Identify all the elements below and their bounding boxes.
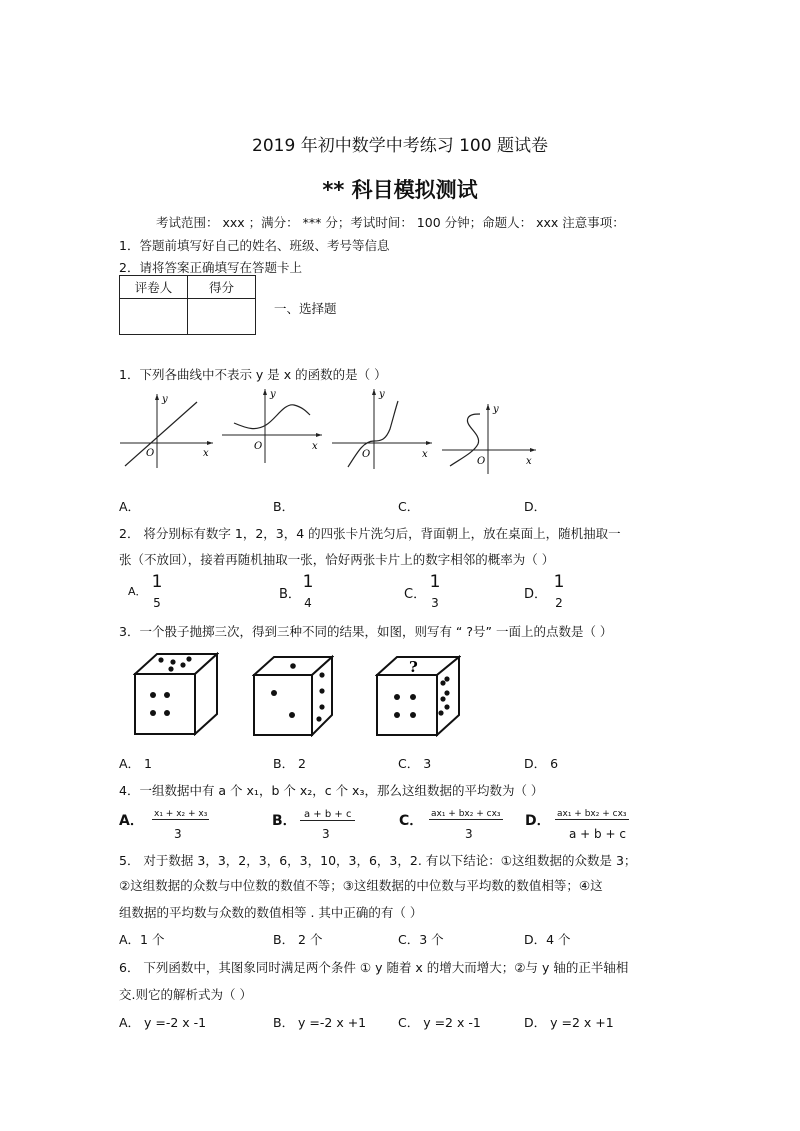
- q3-option-d[interactable]: D． 6: [524, 756, 559, 771]
- q2-option-c-num: 1: [429, 572, 441, 592]
- question-mark: ?: [409, 658, 418, 676]
- q2-option-b-num: 1: [302, 572, 314, 592]
- q4-option-a[interactable]: [119, 805, 219, 845]
- section-title: 一、选择题: [274, 301, 337, 316]
- q2-option-b-den: 4: [304, 596, 312, 610]
- q2-option-c-label: C．: [404, 587, 427, 602]
- q5-option-c[interactable]: C．3 个: [398, 932, 444, 947]
- q2-option-b-label: B．: [279, 587, 301, 602]
- svg-text:x: x: [203, 448, 209, 459]
- q1-stem: 1．下列各曲线中不表示 y 是 x 的函数的是（ ）: [119, 367, 387, 382]
- q1-option-c[interactable]: C．: [398, 499, 420, 514]
- q3-option-b[interactable]: B． 2: [273, 756, 307, 771]
- q2-option-d-label: D．: [524, 587, 548, 602]
- q1-graph-a: [115, 390, 215, 470]
- q4-option-b-num: a + b + c: [300, 809, 355, 821]
- score-header: 得分: [188, 276, 256, 299]
- q5-option-a[interactable]: A．1 个: [119, 932, 165, 947]
- q2-option-a-label: A．: [128, 585, 147, 598]
- score-table: [119, 275, 256, 335]
- q1-graph-d: [440, 400, 540, 475]
- q6-option-c[interactable]: C． y =2 x -1: [398, 1015, 481, 1030]
- q3-die-1: [133, 650, 219, 736]
- q6-option-b[interactable]: B． y =-2 x +1: [273, 1015, 367, 1030]
- score-cell[interactable]: [188, 299, 256, 335]
- q4-option-d-label: D．: [525, 813, 551, 829]
- svg-text:x: x: [526, 456, 532, 467]
- q3-option-a[interactable]: A． 1: [119, 756, 152, 771]
- q4-option-b-label: B．: [272, 813, 297, 829]
- q6-option-d[interactable]: D． y =2 x +1: [524, 1015, 614, 1030]
- q4-option-c[interactable]: [399, 805, 519, 845]
- q3-die-2: [252, 653, 334, 737]
- svg-text:O: O: [477, 456, 486, 467]
- q4-option-c-label: C．: [399, 813, 424, 829]
- q2-option-b[interactable]: [279, 573, 339, 618]
- q6-line1: 6． 下列函数中，其图象同时满足两个条件 ① y 随着 x 的增大而增大；②与 y 轴的正半轴相: [119, 960, 629, 975]
- q4-option-a-num: x₁ + x₂ + x₃: [154, 809, 208, 819]
- q3-stem: 3．一个骰子抛掷三次，得到三种不同的结果，如图，则写有 “ ?号” 一面上的点数是（ ）: [119, 624, 613, 639]
- q4-option-c-num: ax₁ + bx₂ + cx₃: [431, 809, 501, 819]
- q4-option-d-den: a + b + c: [569, 827, 626, 841]
- grader-header: 评卷人: [120, 276, 188, 299]
- svg-text:x: x: [422, 449, 428, 460]
- svg-text:O: O: [362, 449, 371, 460]
- q4-option-c-den: 3: [465, 827, 473, 841]
- q2-stem-line1: 2． 将分别标有数字 1，2，3，4 的四张卡片洗匀后，背面朝上，放在桌面上，随机抽取一: [119, 526, 621, 541]
- q4-option-d-num: ax₁ + bx₂ + cx₃: [557, 809, 627, 819]
- q6-line2: 交.则它的解析式为（ ）: [119, 987, 252, 1002]
- q2-option-c[interactable]: [404, 573, 464, 618]
- q4-option-b[interactable]: [272, 805, 372, 845]
- q2-option-a-num: 1: [151, 572, 163, 592]
- exam-subtitle: ** 科目模拟测试: [322, 178, 478, 202]
- q2-option-d[interactable]: [524, 573, 584, 618]
- exam-info: 考试范围： xxx ；满分： *** 分；考试时间： 100 分钟；命题人： xxx 注意事项：: [156, 215, 625, 230]
- q2-option-c-den: 3: [431, 596, 439, 610]
- svg-text:y: y: [162, 394, 168, 405]
- q2-option-a-den: 5: [153, 596, 161, 610]
- svg-text:O: O: [146, 448, 155, 459]
- q6-option-a[interactable]: A． y =-2 x -1: [119, 1015, 207, 1030]
- svg-text:y: y: [379, 389, 385, 400]
- svg-text:y: y: [493, 404, 499, 415]
- q1-graph-c: [330, 385, 435, 470]
- q2-stem-line2: 张（不放回），接着再随机抽取一张，恰好两张卡片上的数字相邻的概率为（ ）: [119, 552, 555, 567]
- q3-option-c[interactable]: C． 3: [398, 756, 432, 771]
- q1-graph-b: [220, 385, 325, 465]
- q4-option-b-den: 3: [322, 827, 330, 841]
- svg-text:O: O: [254, 441, 263, 452]
- q5-option-d[interactable]: D．4 个: [524, 932, 571, 947]
- grader-cell[interactable]: [120, 299, 188, 335]
- q4-option-d[interactable]: [525, 805, 645, 845]
- note-2: 2．请将答案正确填写在答题卡上: [119, 260, 302, 275]
- q4-stem: 4．一组数据中有 a 个 x₁，b 个 x₂，c 个 x₃，那么这组数据的平均数为（ ）: [119, 783, 544, 798]
- q5-option-b[interactable]: B． 2 个: [273, 932, 323, 947]
- q1-option-a[interactable]: A．: [119, 499, 141, 514]
- q1-option-b[interactable]: B．: [273, 499, 295, 514]
- q5-line2: ②这组数据的众数与中位数的数值不等；③这组数据的中位数与平均数的数值相等；④这: [119, 878, 603, 893]
- q4-option-a-den: 3: [174, 827, 182, 841]
- svg-text:x: x: [312, 441, 318, 452]
- note-1: 1．答题前填写好自己的姓名、班级、考号等信息: [119, 238, 390, 253]
- q4-option-a-label: A．: [119, 813, 144, 829]
- svg-text:y: y: [270, 389, 276, 400]
- q1-option-d[interactable]: D．: [524, 499, 547, 514]
- q2-option-d-num: 1: [553, 572, 565, 592]
- exam-title: 2019 年初中数学中考练习 100 题试卷: [252, 136, 548, 156]
- q2-option-a[interactable]: [128, 573, 188, 618]
- q2-option-d-den: 2: [555, 596, 563, 610]
- q5-line3: 组数据的平均数与众数的数值相等 . 其中正确的有（ ）: [119, 905, 423, 920]
- q3-die-3: [375, 653, 461, 737]
- q5-line1: 5． 对于数据 3，3，2，3，6，3，10，3，6，3，2. 有以下结论：①这组数据的众数是 3；: [119, 853, 637, 868]
